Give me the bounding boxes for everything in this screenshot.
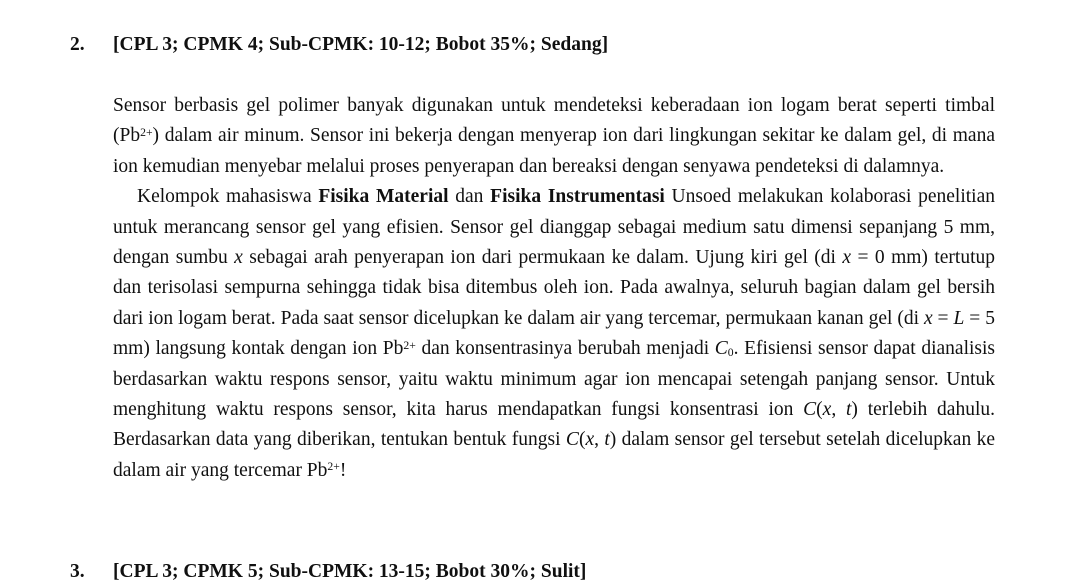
question-3-number: 3. [70, 561, 85, 582]
question-2-header [70, 34, 1015, 56]
question-3-header-clipped [70, 561, 1015, 583]
question-2-number: 2. [70, 34, 85, 55]
paragraph-research-problem: Kelompok mahasiswa Fisika Material dan Fisika Instrumentasi Unsoed melakukan kolaborasi penelitian untuk merancang sensor gel yang efisien. Sensor gel dianggap sebagai medium satu dimensi sepanjang 5 mm, dengan sumbu x sebagai arah penyerapan ion dari permukaan ke dalam. Ujung kiri gel (di x = 0 mm) tertutup dan terisolasi sempurna sehingga tidak bisa ditembus oleh ion. Pada awalnya, seluruh bagian dalam gel bersih dari ion logam berat. Pada saat sensor dicelupkan ke dalam air yang tercemar, permukaan kanan gel (di x = L = 5 mm) langsung kontak dengan ion $Pb^{2+}$ dan konsentrasinya berubah menjadi $C_0$. Efisiensi sensor dapat dianalisis berdasarkan waktu respons sensor, yaitu waktu minimum agar ion mencapai setengah panjang sensor. Untuk menghitung waktu respons sensor, kita harus mendapatkan fungsi konsentrasi ion C(x, t) terlebih dahulu. Berdasarkan data yang diberikan, tentukan bentuk fungsi C(x, t) dalam sensor gel tersebut setelah dicelupkan ke dalam air yang tercemar $Pb^{2+}$! [113, 186, 996, 481]
question-2-body [113, 91, 995, 486]
paragraph-sensor-intro: Sensor berbasis gel polimer banyak digunakan untuk mendeteksi keberadaan ion logam berat seperti timbal $(Pb^{2+})$ dalam air minum. Sensor ini bekerja dengan menyerap ion dari lingkungan sekitar ke dalam gel, di mana ion kemudian menyebar melalui proses penyerapan dan bereaksi dengan senyawa pendeteksi di dalamnya. [113, 95, 995, 177]
question-3-rubric: [CPL 3; CPMK 5; Sub-CPMK: 13-15; Bobot 30%; Sulit] [113, 561, 587, 582]
question-2-rubric: [CPL 3; CPMK 4; Sub-CPMK: 10-12; Bobot 35%; Sedang] [113, 34, 609, 55]
